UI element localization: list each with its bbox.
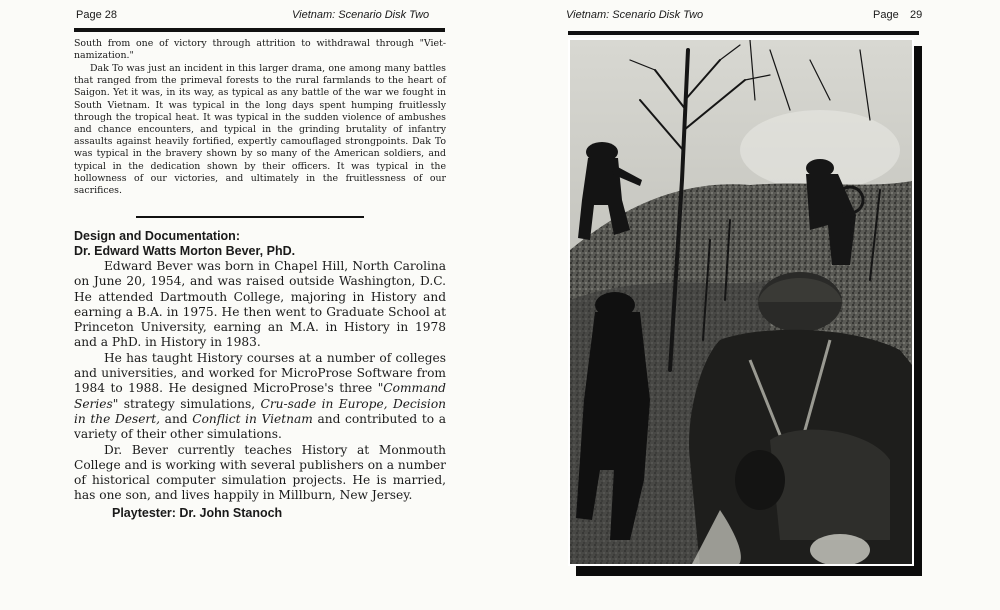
bio-paragraph-2 bbox=[74, 351, 446, 443]
bio-paragraph-1: Edward Bever was born in Chapel Hill, North Carolina on June 20, 1954, and was raised outside Washington, D.C. He attended Dartmouth College, majoring in History and earning a B.A. in 1975. He then went to Graduate School at Princeton University, earning an M.A. in History in 1978 and a PhD. in History in 1983. bbox=[74, 259, 446, 350]
header-rule-left bbox=[74, 28, 445, 32]
soldiers-photo bbox=[568, 38, 914, 566]
playtester-credit: Playtester: Dr. John Stanoch bbox=[112, 505, 283, 520]
header-rule-right bbox=[568, 31, 919, 35]
page-word-right: Page bbox=[873, 9, 899, 21]
bio2-italic-command-series: "Command Series" bbox=[74, 381, 446, 411]
running-title-right: Vietnam: Scenario Disk Two bbox=[566, 9, 704, 21]
running-title-left: Vietnam: Scenario Disk Two bbox=[292, 9, 430, 21]
designer-name: Dr. Edward Watts Morton Bever, PhD. bbox=[74, 244, 296, 258]
bio2-text-c: and bbox=[160, 411, 193, 426]
bio2-italic-titles: Cru-sade in Europe, Decision in the Desert, bbox=[74, 396, 446, 426]
bio2-text-b: strategy simulations, bbox=[118, 396, 261, 411]
right-page bbox=[500, 0, 1000, 610]
paragraph-vietnamization: South from one of victory through attrition to withdrawal through "Viet-namization." bbox=[74, 38, 446, 62]
page-number-left: Page 28 bbox=[76, 9, 117, 21]
design-heading: Design and Documentation: bbox=[74, 229, 240, 243]
bio2-text-d: and contributed to a variety of their other simulations. bbox=[74, 411, 446, 442]
soldiers-photo-illustration bbox=[570, 40, 914, 566]
section-divider bbox=[136, 216, 364, 218]
bio2-text-a: He has taught History courses at a number of colleges and universities, and worked for MicroProse Software from 1984 to 1988. He designed MicroProse's three bbox=[74, 350, 446, 396]
bio2-italic-conflict: Conflict in Vietnam bbox=[192, 411, 313, 426]
bio-paragraph-3: Dr. Bever currently teaches History at Monmouth College and is working with several publishers on a number of historical computer simulation projects. He is married, has one son, and lives happily in Millburn, New Jersey. bbox=[74, 442, 446, 503]
page-number-right: 29 bbox=[910, 9, 923, 21]
design-section bbox=[74, 229, 446, 520]
paragraph-dak-to: Dak To was just an incident in this larger drama, one among many battles that ranged from the primeval forests to the rural farmlands to the heart of Saigon. Yet it was, in its way, as typical as any battle of the war we fought in South Vietnam. It was typical in the long days spent humping fruitlessly through the tropical heat. It was typical in the sudden violence of ambushes and chance encounters, and typical in the grinding brutality of infantry assaults against heavily fortified, expertly camouflaged strongpoints. Dak To was typical in the bravery shown by so many of the American soldiers, and typical in the dedication shown by their officers. It was typical in the hollowness of our victories, and ultimately in the fruitlessness of our sacrifices. bbox=[74, 63, 446, 197]
